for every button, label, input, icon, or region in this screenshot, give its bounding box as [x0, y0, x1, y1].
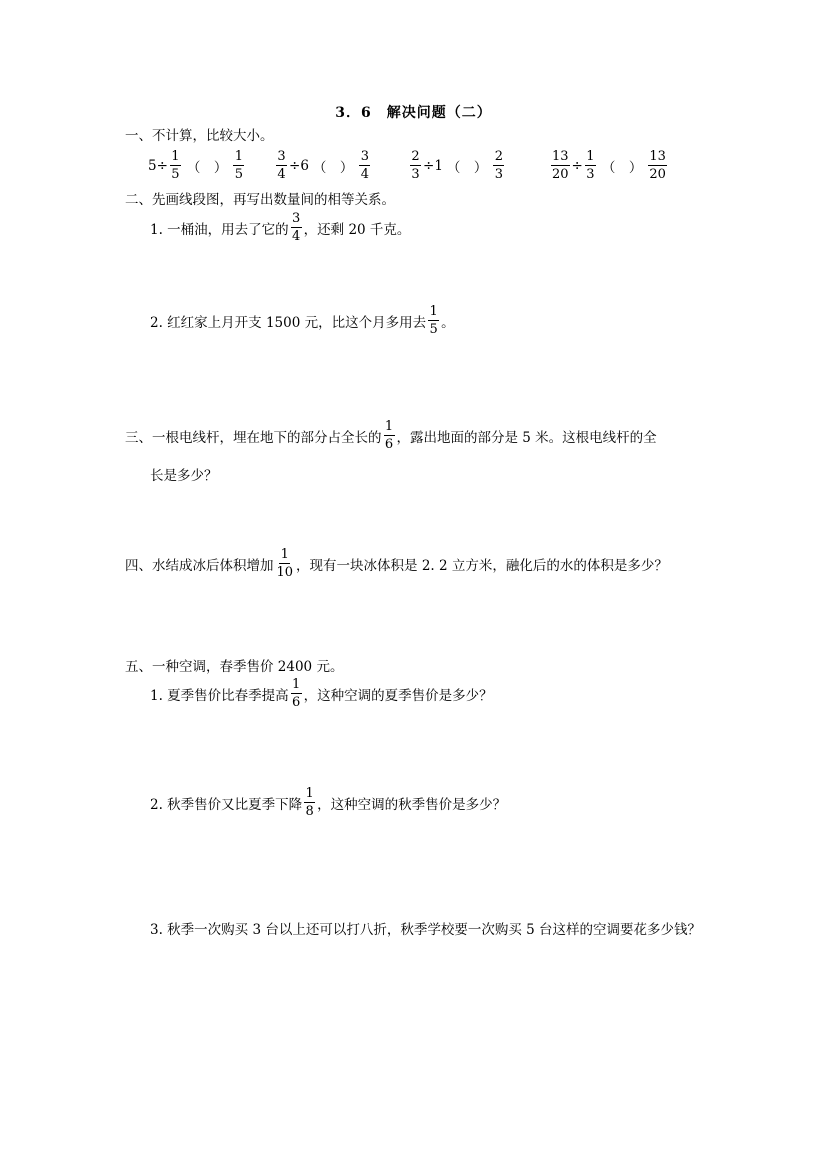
fraction: $\frac{1}{3}$	[586, 149, 595, 182]
compare-item-1	[148, 150, 246, 181]
answer-blank[interactable]: （ ）	[446, 159, 488, 176]
compare-item-3	[408, 150, 506, 181]
fraction: $\frac{1}{10}$	[276, 547, 294, 580]
question-text: 2. 红红家上月开支 1500 元，比这个月多用去	[150, 314, 427, 331]
fraction: $\frac{13}{20}$	[552, 149, 569, 182]
fraction: $\frac{1}{6}$	[384, 419, 394, 452]
section-2-question-2	[150, 305, 455, 336]
section-2-question-1	[150, 212, 410, 243]
question-text: ，这种空调的秋季售价是多少？	[317, 796, 507, 813]
section-4-question	[125, 548, 668, 579]
question-text: 1. 夏季售价比春季提高	[150, 687, 289, 704]
answer-blank[interactable]: （ ）	[186, 159, 228, 176]
question-text: ，现有一块冰体积是 2. 2 立方米，融化后的水的体积是多少？	[296, 557, 668, 574]
fraction: $\frac{2}{3}$	[494, 149, 504, 182]
section-1-heading: 一、不计算，比较大小。	[125, 128, 274, 144]
section-2-heading: 二、先画线段图，再写出数量间的相等关系。	[125, 192, 395, 208]
operator: ÷	[289, 157, 301, 174]
operand: 6	[300, 157, 309, 174]
fraction: $\frac{3}{4}$	[292, 211, 301, 244]
fraction: $\frac{1}{5}$	[429, 304, 438, 337]
question-text: ，露出地面的部分是 5 米。这根电线杆的全	[396, 429, 657, 446]
question-text: 2. 秋季售价又比夏季下降	[150, 796, 303, 813]
operator: ÷	[571, 157, 583, 174]
section-3-question	[125, 420, 657, 451]
fraction: $\frac{3}{4}$	[277, 149, 286, 182]
question-text: 。	[441, 314, 455, 331]
section-5-question-3: 3. 秋季一次购买 3 台以上还可以打八折，秋季学校要一次购买 5 台这样的空调要花多少钱？	[150, 922, 702, 938]
section-5-question-2	[150, 787, 506, 818]
section-5-question-1	[150, 678, 493, 709]
operator: ÷	[423, 157, 435, 174]
question-text: ，这种空调的夏季售价是多少？	[303, 687, 493, 704]
answer-blank[interactable]: （ ）	[601, 159, 643, 176]
fraction: $\frac{1}{6}$	[292, 677, 301, 710]
fraction: $\frac{13}{20}$	[649, 149, 666, 182]
operator: ÷	[156, 157, 168, 174]
question-text: 四、水结成冰后体积增加	[125, 557, 274, 574]
compare-item-4	[549, 150, 669, 181]
fraction: $\frac{1}{5}$	[234, 149, 244, 182]
compare-item-2	[274, 150, 372, 181]
answer-blank[interactable]: （ ）	[312, 159, 354, 176]
section-5-heading: 五、一种空调，春季售价 2400 元。	[125, 659, 344, 675]
question-text: ，还剩 20 千克。	[303, 221, 411, 238]
operand: 5	[148, 157, 157, 174]
question-text: 三、一根电线杆，埋在地下的部分占全长的	[125, 429, 382, 446]
operand: 1	[434, 157, 443, 174]
fraction: $\frac{2}{3}$	[411, 149, 420, 182]
fraction: $\frac{1}{8}$	[305, 786, 314, 819]
question-text: 1. 一桶油，用去了它的	[150, 221, 289, 238]
page-title: 3．6 解决问题（二）	[335, 105, 492, 121]
fraction: $\frac{3}{4}$	[360, 149, 370, 182]
section-3-line-2: 长是多少？	[150, 468, 218, 484]
fraction: $\frac{1}{5}$	[171, 149, 180, 182]
